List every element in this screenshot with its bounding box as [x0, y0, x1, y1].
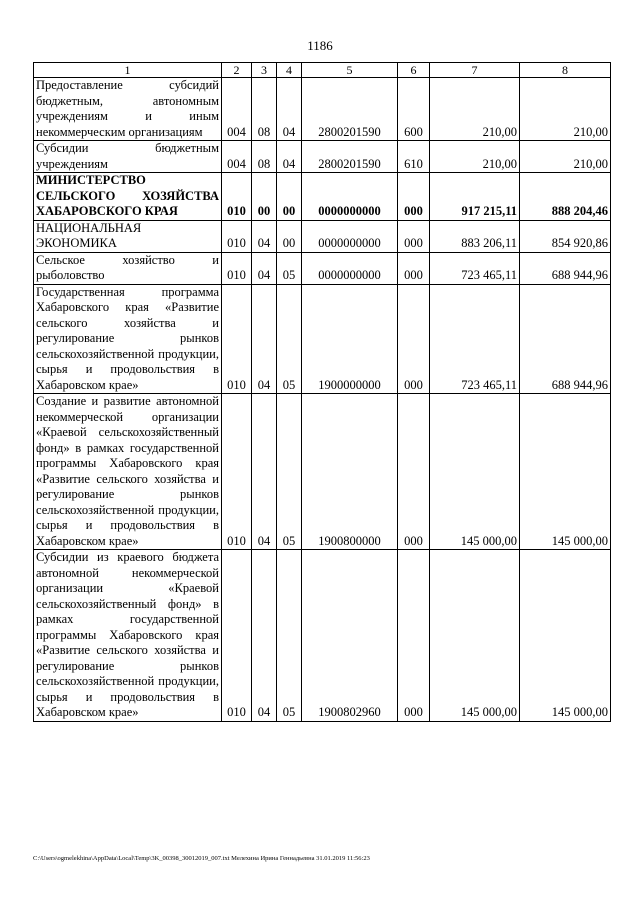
table-row: [34, 284, 611, 394]
table-row: [34, 220, 611, 252]
row-value-cell: 854 920,86: [520, 220, 611, 252]
row-value-cell: 04: [252, 220, 277, 252]
row-name-cell: Сельское хозяйство и рыболовство: [34, 252, 222, 284]
row-value-cell: 05: [277, 394, 302, 550]
row-value-cell: 08: [252, 78, 277, 141]
row-value-cell: 010: [222, 220, 252, 252]
row-value-cell: 000: [398, 550, 430, 722]
row-value-cell: 00: [277, 220, 302, 252]
row-value-cell: 210,00: [520, 141, 611, 173]
column-header: 3: [252, 63, 277, 78]
row-value-cell: 000: [398, 252, 430, 284]
column-header: 1: [34, 63, 222, 78]
row-value-cell: 0000000000: [302, 252, 398, 284]
row-value-cell: 1900800000: [302, 394, 398, 550]
row-value-cell: 04: [252, 550, 277, 722]
row-value-cell: 723 465,11: [430, 252, 520, 284]
column-header: 8: [520, 63, 611, 78]
row-value-cell: 000: [398, 284, 430, 394]
row-value-cell: 210,00: [520, 78, 611, 141]
table-row: [34, 252, 611, 284]
row-value-cell: 08: [252, 141, 277, 173]
row-value-cell: 010: [222, 550, 252, 722]
row-value-cell: 000: [398, 394, 430, 550]
row-value-cell: 04: [252, 252, 277, 284]
row-value-cell: 2800201590: [302, 141, 398, 173]
column-header: 5: [302, 63, 398, 78]
row-value-cell: 600: [398, 78, 430, 141]
row-value-cell: 145 000,00: [430, 550, 520, 722]
budget-table: [33, 62, 611, 722]
table-row: [34, 550, 611, 722]
row-value-cell: 883 206,11: [430, 220, 520, 252]
column-header: 6: [398, 63, 430, 78]
row-name-cell: Предоставление субсидий бюджетным, автономным учреждениям и иным некоммерческим организациям: [34, 78, 222, 141]
row-value-cell: 05: [277, 550, 302, 722]
row-value-cell: 145 000,00: [430, 394, 520, 550]
row-name-cell: Государственная программа Хабаровского края «Развитие сельского хозяйства и регулирование рынков сельскохозяйственной продукции, сырья и продовольствия в Хабаровском крае»: [34, 284, 222, 394]
column-header: 2: [222, 63, 252, 78]
table-row: [34, 141, 611, 173]
row-value-cell: 04: [277, 78, 302, 141]
row-name-cell: НАЦИОНАЛЬНАЯ ЭКОНОМИКА: [34, 220, 222, 252]
row-name-cell: Субсидии бюджетным учреждениям: [34, 141, 222, 173]
table-row: [34, 78, 611, 141]
footer-file-path: C:\Users\ogmelekhina\AppData\Local\Temp\3K_00398_30012019_007.txt Мелехина Ирина Геннадьевна 31.01.2019 11:56:23: [33, 855, 370, 862]
row-value-cell: 688 944,96: [520, 252, 611, 284]
row-value-cell: 004: [222, 78, 252, 141]
row-value-cell: 00: [277, 173, 302, 221]
row-value-cell: 1900802960: [302, 550, 398, 722]
row-value-cell: 2800201590: [302, 78, 398, 141]
column-header: 4: [277, 63, 302, 78]
row-value-cell: 00: [252, 173, 277, 221]
row-name-cell: Субсидии из краевого бюджета автономной некоммерческой организации «Краевой сельскохозяйственный фонд» в рамках государственной программы Хабаровского края «Развитие сельского хозяйства и регулирование рынков сельскохозяйственной продукции, сырья и продовольствия в Хабаровском крае»: [34, 550, 222, 722]
table-row: [34, 394, 611, 550]
row-value-cell: 145 000,00: [520, 394, 611, 550]
table-row: [34, 173, 611, 221]
row-value-cell: 210,00: [430, 78, 520, 141]
row-value-cell: 010: [222, 252, 252, 284]
column-header-row: [34, 63, 611, 78]
row-value-cell: 917 215,11: [430, 173, 520, 221]
row-value-cell: 010: [222, 394, 252, 550]
row-value-cell: 688 944,96: [520, 284, 611, 394]
row-value-cell: 05: [277, 252, 302, 284]
row-value-cell: 004: [222, 141, 252, 173]
row-value-cell: 05: [277, 284, 302, 394]
row-value-cell: 1900000000: [302, 284, 398, 394]
row-value-cell: 145 000,00: [520, 550, 611, 722]
row-value-cell: 04: [252, 394, 277, 550]
column-header: 7: [430, 63, 520, 78]
row-value-cell: 000: [398, 220, 430, 252]
row-value-cell: 000: [398, 173, 430, 221]
row-name-cell: МИНИСТЕРСТВО СЕЛЬСКОГО ХОЗЯЙСТВА ХАБАРОВСКОГО КРАЯ: [34, 173, 222, 221]
row-value-cell: 0000000000: [302, 220, 398, 252]
row-value-cell: 010: [222, 173, 252, 221]
row-value-cell: 210,00: [430, 141, 520, 173]
row-value-cell: 723 465,11: [430, 284, 520, 394]
row-value-cell: 610: [398, 141, 430, 173]
page-number: 1186: [307, 38, 333, 53]
row-value-cell: 0000000000: [302, 173, 398, 221]
row-value-cell: 888 204,46: [520, 173, 611, 221]
row-value-cell: 04: [252, 284, 277, 394]
row-value-cell: 010: [222, 284, 252, 394]
row-value-cell: 04: [277, 141, 302, 173]
row-name-cell: Создание и развитие автономной некоммерческой организации «Краевой сельскохозяйственный фонд» в рамках государственной программы Хабаровского края «Развитие сельского хозяйства и регулирование рынков сельскохозяйственной продукции, сырья и продовольствия в Хабаровском крае»: [34, 394, 222, 550]
